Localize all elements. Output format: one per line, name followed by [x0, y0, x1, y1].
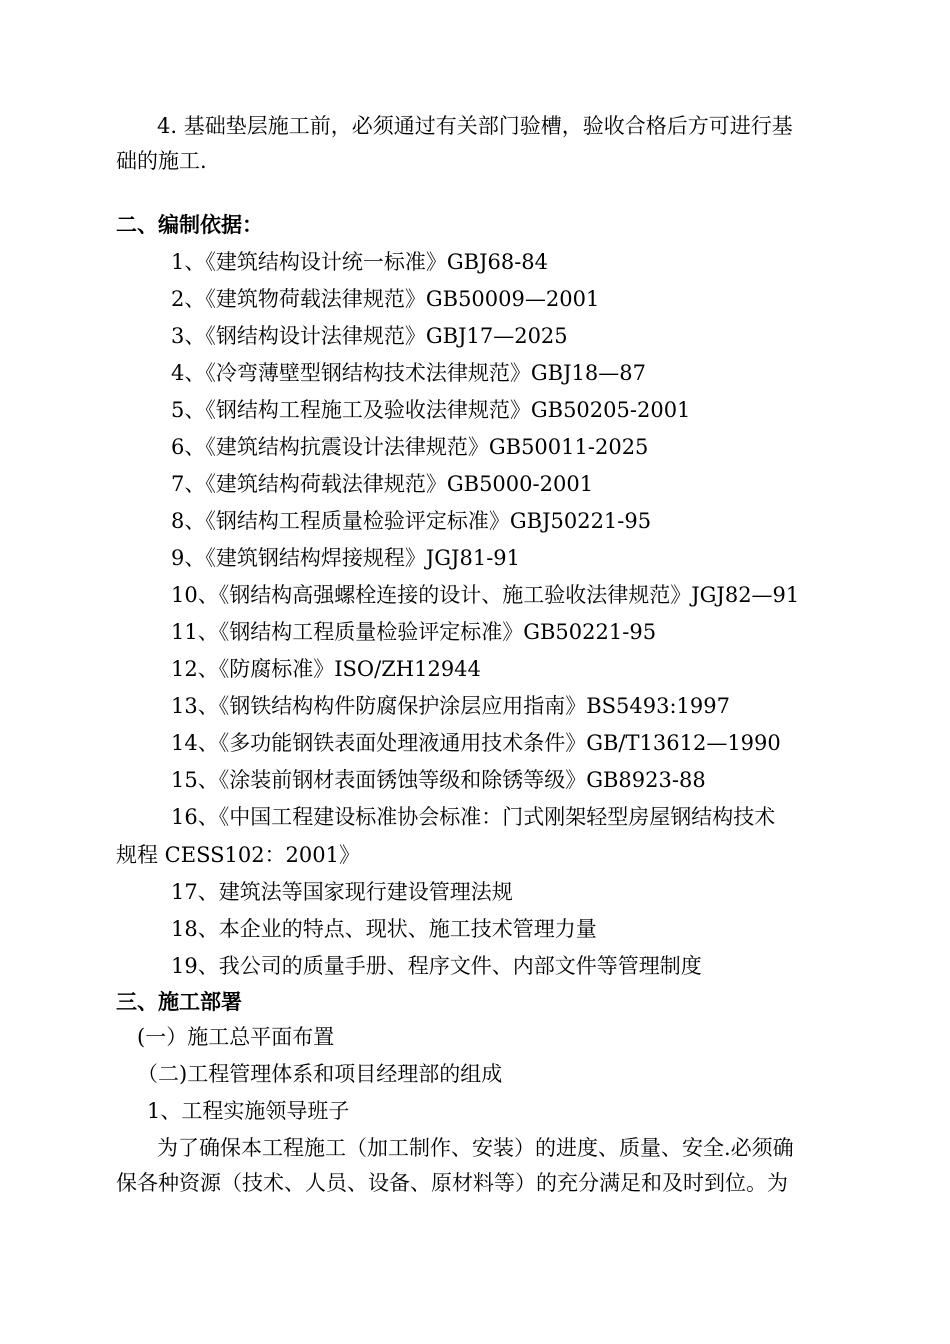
list-item: 11、《钢结构工程质量检验评定标准》GB50221-95 [171, 620, 657, 644]
list-item: 10、《钢结构高强螺栓连接的设计、施工验收法律规范》JGJ82—91 [171, 583, 800, 607]
body-paragraph-line-1: 为了确保本工程施工（加工制作、安装）的进度、质量、安全.必须确 [157, 1136, 794, 1160]
list-item: 18、本企业的特点、现状、施工技术管理力量 [171, 917, 597, 941]
body-paragraph-line-2: 保各种资源（技术、人员、设备、原材料等）的充分满足和及时到位。为 [116, 1171, 788, 1195]
list-item: 3、《钢结构设计法律规范》GBJ17—2025 [171, 324, 568, 348]
list-item-continuation: 规程 CESS102：2001》 [116, 843, 361, 867]
list-item: 14、《多功能钢铁表面处理液通用技术条件》GB/T13612—1990 [171, 731, 781, 755]
list-item: 4、《冷弯薄壁型钢结构技术法律规范》GBJ18—87 [171, 361, 646, 385]
section-heading-deployment: 三、施工部署 [116, 989, 242, 1014]
section-heading-basis: 二、编制依据： [116, 212, 263, 237]
list-item: 12、《防腐标准》ISO/ZH12944 [171, 657, 481, 681]
list-item: 6、《建筑结构抗震设计法律规范》GB50011-2025 [171, 435, 649, 459]
list-item: 9、《建筑钢结构焊接规程》JGJ81-91 [171, 546, 521, 570]
subsection-title: (一）施工总平面布置 [137, 1025, 335, 1049]
list-item: 5、《钢结构工程施工及验收法律规范》GB50205-2001 [171, 398, 691, 422]
list-item: 13、《钢铁结构构件防腐保护涂层应用指南》BS5493:1997 [171, 694, 731, 718]
list-item: 1、《建筑结构设计统一标准》GBJ68-84 [171, 250, 549, 274]
intro-paragraph-line-2: 础的施工. [116, 149, 207, 173]
subsection-title: （二)工程管理体系和项目经理部的组成 [137, 1062, 503, 1086]
intro-paragraph-line-1: 4. 基础垫层施工前，必须通过有关部门验槽，验收合格后方可进行基 [157, 114, 793, 138]
list-item: 16、《中国工程建设标准协会标准：门式刚架轻型房屋钢结构技术 [171, 805, 776, 829]
subsection-item: 1、工程实施领导班子 [147, 1099, 350, 1123]
list-item: 17、建筑法等国家现行建设管理法规 [171, 880, 513, 904]
list-item: 15、《涂装前钢材表面锈蚀等级和除锈等级》GB8923-88 [171, 768, 706, 792]
list-item: 7、《建筑结构荷载法律规范》GB5000-2001 [171, 472, 594, 496]
list-item: 19、我公司的质量手册、程序文件、内部文件等管理制度 [171, 954, 702, 978]
list-item: 8、《钢结构工程质量检验评定标准》GBJ50221-95 [171, 509, 652, 533]
list-item: 2、《建筑物荷载法律规范》GB50009—2001 [171, 287, 600, 311]
